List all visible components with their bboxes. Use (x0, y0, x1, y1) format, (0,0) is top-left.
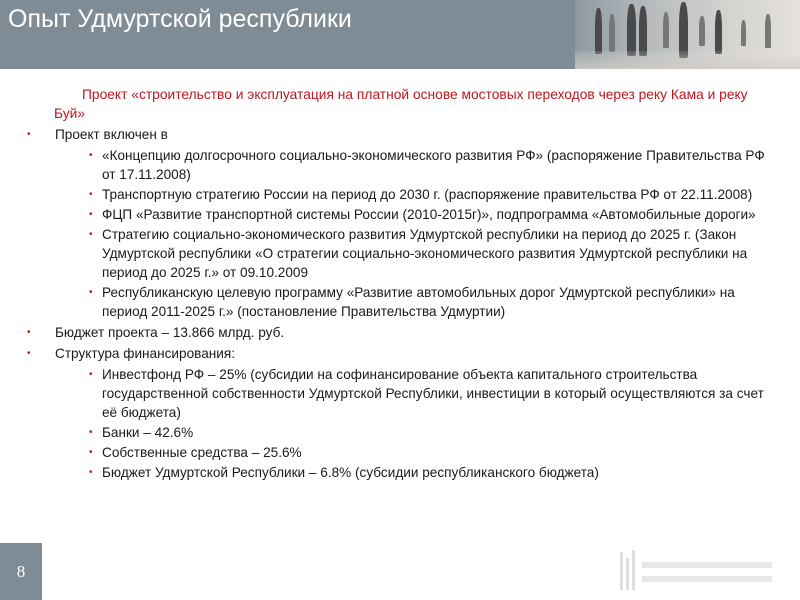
sub-item: • Республиканскую целевую программу «Развитие автомобильных дорог Удмуртской республики» на период 2011-2025 г.» (постановление Правительства Удмуртии) (55, 283, 767, 321)
company-logo-watermark (618, 548, 778, 594)
slide-content (27, 85, 767, 483)
sub-item: • ФЦП «Развитие транспортной системы России (2010-2015г)», подпрограмма «Автомобильные дороги» (55, 205, 767, 224)
page-number: 8 (0, 543, 42, 600)
sub-list-documents (55, 146, 767, 321)
sub-item: • Собственные средства – 25.6% (55, 443, 767, 462)
people-walking-photo (575, 0, 800, 69)
list-item-text: Структура финансирования: (55, 346, 235, 361)
list-item-project-included (27, 125, 767, 321)
list-item-financing-structure (27, 344, 767, 482)
list-item-budget (27, 323, 767, 342)
sub-item: • «Концепцию долгосрочного социально-экономического развития РФ» (распоряжение Правительства РФ от 17.11.2008) (55, 146, 767, 184)
sub-item: • Стратегию социально-экономического развития Удмуртской республики на период до 2025 г. (Закон Удмуртской республики «О стратегии социально-экономического развития Удмуртской республики на период до 2025 г.» от 09.10.2009 (55, 225, 767, 282)
main-list (27, 125, 767, 482)
sub-item: • Транспортную стратегию России на период до 2030 г. (распоряжение правительства РФ от 22.11.2008) (55, 185, 767, 204)
sub-item: • Банки – 42.6% (55, 423, 767, 442)
sub-list-financing (55, 365, 767, 482)
project-heading: Проект «строительство и эксплуатация на платной основе мостовых переходов через реку Кама и реку Буй» (54, 87, 748, 121)
sub-item: • Бюджет Удмуртской Республики – 6.8% (субсидии республиканского бюджета) (55, 463, 767, 482)
slide-title: Опыт Удмуртской республики (8, 5, 352, 33)
sub-item: • Инвестфонд РФ – 25% (субсидии на софинансирование объекта капитального строительства государственной собственности Удмуртской Республики, инвестиции в который осуществляются за счет её бюджета) (55, 365, 767, 422)
slide-header (0, 0, 800, 69)
list-item-text: Бюджет проекта – 13.866 млрд. руб. (55, 325, 285, 340)
list-item-text: Проект включен в (55, 127, 168, 142)
